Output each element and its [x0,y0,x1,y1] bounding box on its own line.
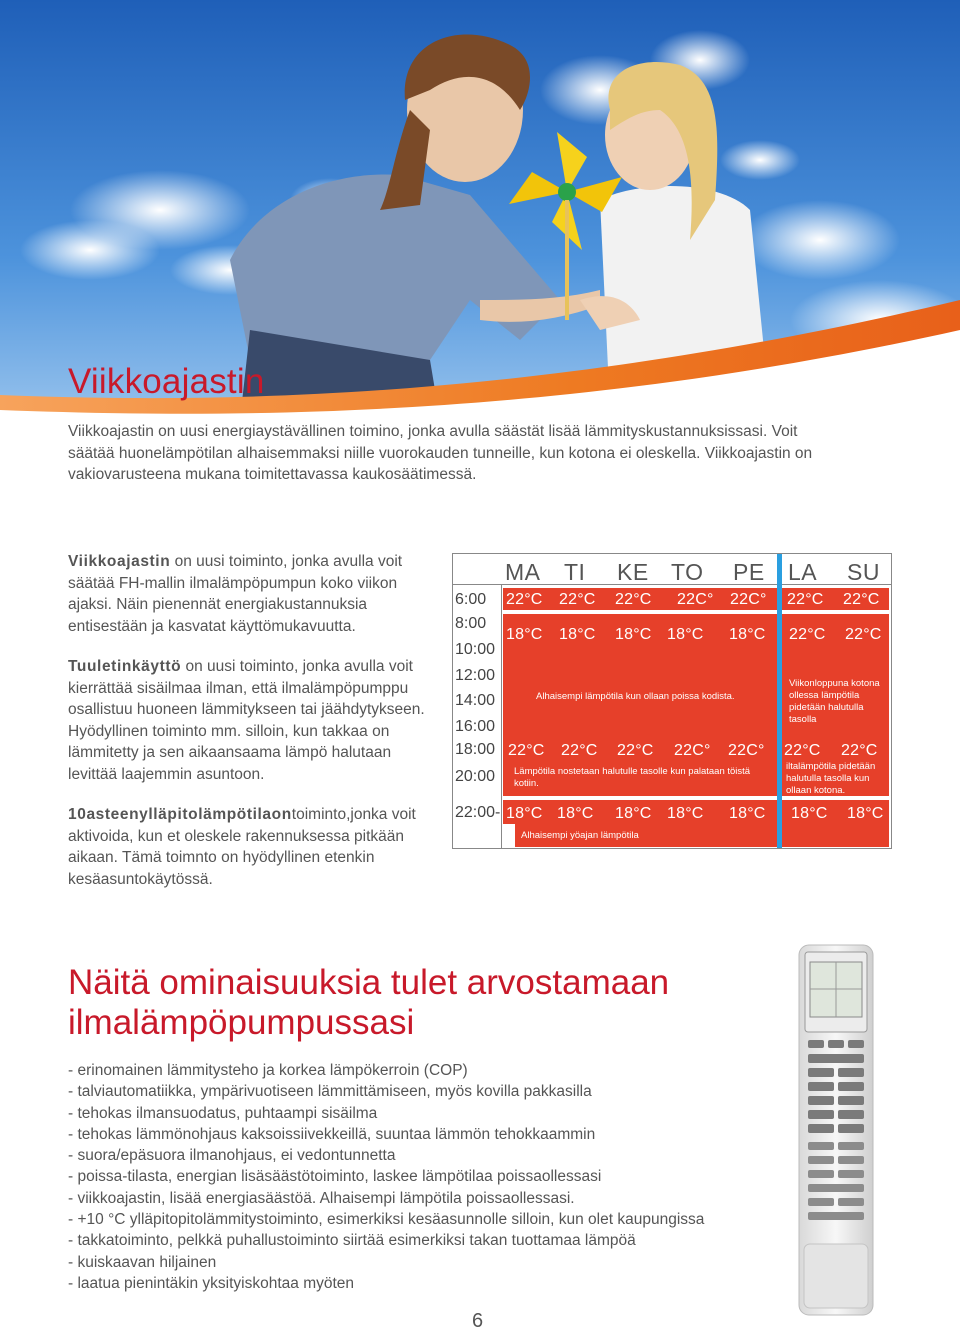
temp-cell: 22°C [561,742,598,759]
time-label: 8:00 [455,615,487,632]
temp-cell: 22°C [784,742,821,759]
note-weekday-evening: Lämpötila nostetaan halutulle tasolle kun palataan töistä kotiin. [514,766,751,789]
time-label: 10:00 [455,641,496,658]
temp-cell: 22°C [843,591,880,608]
list-item: - talviautomatiikka, ympärivuotiseen lämmittämiseen, myös kovilla pakkasilla [68,1083,592,1101]
weekend-divider [777,554,782,848]
temp-cell: 18°C [506,626,543,643]
temp-cell: 18°C [791,805,828,822]
temp-cell: 22°C [845,626,882,643]
temp-cell: 22°C [508,742,545,759]
list-item: - tehokas lämmönohjaus kaksoissiivekkeillä, suuntaa lämmön tehokkaammin [68,1125,596,1143]
features-title [68,963,669,1043]
note-weekend-evening: iltalämpötila pidetään halutulla tasolla kun ollaan kotona. [786,761,876,796]
list-item: - laatua pienintäkin yksityiskohtaa myöten [68,1274,355,1292]
time-label: 20:00 [455,768,496,785]
day-header-la: LA [788,559,818,585]
temp-cell: 18°C [559,626,596,643]
temp-cell: 22C° [674,742,711,759]
feature-10-degree-title: 10asteenylläpitolämpötilaon [68,806,292,823]
list-item: - erinomainen lämmitysteho ja korkea lämpökerroin (COP) [68,1062,468,1079]
page-number: 6 [472,1310,484,1332]
time-label: 12:00 [455,667,496,684]
time-column-divider [501,584,502,848]
note-weekday-day: Alhaisempi lämpötila kun ollaan poissa kodista. [536,691,735,702]
note-weekend-day: Viikonloppuna kotona ollessa lämpötila pidetään halutulla tasolla [789,678,880,725]
feature-10-degree-text: toiminto,jonka voit aktivoida, kun et oleskele rakennuksessa pitkään aikaan. Tämä toimnto on hyödyllinen etenkin kesäasuntokäytössä. [68,806,416,888]
list-item: - kuiskaavan hiljainen [68,1253,217,1271]
page-title: Viikkoajastin [68,362,265,401]
day-header-pe: PE [733,559,765,585]
day-header-su: SU [847,559,880,585]
day-header-ke: KE [617,559,649,585]
temp-cell: 22°C [789,626,826,643]
time-label: 6:00 [455,591,487,608]
features-title-line1: Näitä ominaisuuksia tulet arvostamaan [68,963,670,1002]
list-item: - +10 °C ylläpitopitolämmitystoiminto, esimerkiksi kesäasunnolle silloin, kun olet kaupungissa [68,1211,705,1229]
list-item: - poissa-tilasta, energian lisäsäästötoiminto, laskee lämpötilaa poissaollessasi [68,1168,602,1186]
temp-cell: 22C° [730,591,767,608]
feature-descriptions [68,551,428,909]
feature-weekly-timer [68,551,428,637]
features-list [68,1060,768,1294]
temp-cell: 22°C [787,591,824,608]
day-header-to: TO [671,559,704,585]
time-label: 18:00 [455,741,496,758]
feature-weekly-timer-title: Viikkoajastin [68,553,171,570]
temp-cell: 22°C [559,591,596,608]
list-item: - suora/epäsuora ilmanohjaus, ei vedontunnetta [68,1147,396,1165]
note-night: Alhaisempi yöajan lämpötila [521,830,639,841]
temp-cell: 22C° [728,742,765,759]
weekly-schedule-table [452,553,892,849]
temp-cell: 18°C [729,626,766,643]
temp-cell: 18°C [729,805,766,822]
temp-cell: 22°C [841,742,878,759]
temp-cell: 18°C [615,626,652,643]
temp-cell: 22°C [615,591,652,608]
feature-10-degree [68,804,428,890]
temp-cell: 22C° [677,591,714,608]
remote-control-image [798,944,874,1316]
list-item: - tehokas ilmansuodatus, puhtaampi sisäilma [68,1104,378,1122]
time-label: 14:00 [455,692,496,709]
feature-fan-mode-text: on uusi toiminto, jonka avulla voit kierrättää sisäilmaa ilman, että ilmalämpöpumppu osallistuu huoneen lämmitykseen tai jäähdytykseen. Hyödyllinen toiminto mm. silloin, kun takkaa on lämmitetty ja sen aikaansaama lämpö halutaan levittää laajemmin asuntoon. [68,658,425,783]
day-header-ma: MA [505,559,541,585]
temp-cell: 18°C [506,805,543,822]
features-title-line2: ilmalämpöpumpussasi [68,1003,415,1042]
temp-cell: 18°C [847,805,884,822]
temp-cell: 22°C [506,591,543,608]
intro-paragraph: Viikkoajastin on uusi energiaystävällinen toimino, jonka avulla säästät lisää lämmityskustannuksissasi. Voit säätää huonelämpötilan alhaisemmaksi niille vuorokauden tunneille, kun kotona ei oleskella. Viikkoajastin on vakiovarusteena mukana toimitettavassa kaukosäätimessä. [68,423,813,483]
temp-cell: 22°C [617,742,654,759]
list-item: - takkatoiminto, pelkkä puhallustoiminto siirtää esimerkiksi takan tuottamaa lämpöä [68,1232,636,1250]
time-label: 16:00 [455,718,496,735]
temp-cell: 18°C [667,805,704,822]
feature-fan-mode-title: Tuuletinkäyttö [68,658,182,675]
time-label: 22:00- [455,804,501,821]
temp-cell: 18°C [615,805,652,822]
list-item: - viikkoajastin, lisää energiasäästöä. Alhaisempi lämpötila poissaollessasi. [68,1189,575,1207]
feature-fan-mode [68,656,428,785]
feature-weekly-timer-text: on uusi toiminto, jonka avulla voit säätää FH-mallin ilmalämpöpumpun koko viikon ajaksi. Näin pienennät energiakustannuksia entisestään ja kasvatat käyttömukavuutta. [68,553,403,635]
temp-cell: 18°C [667,626,704,643]
temp-cell: 18°C [557,805,594,822]
day-header-ti: TI [564,559,586,585]
